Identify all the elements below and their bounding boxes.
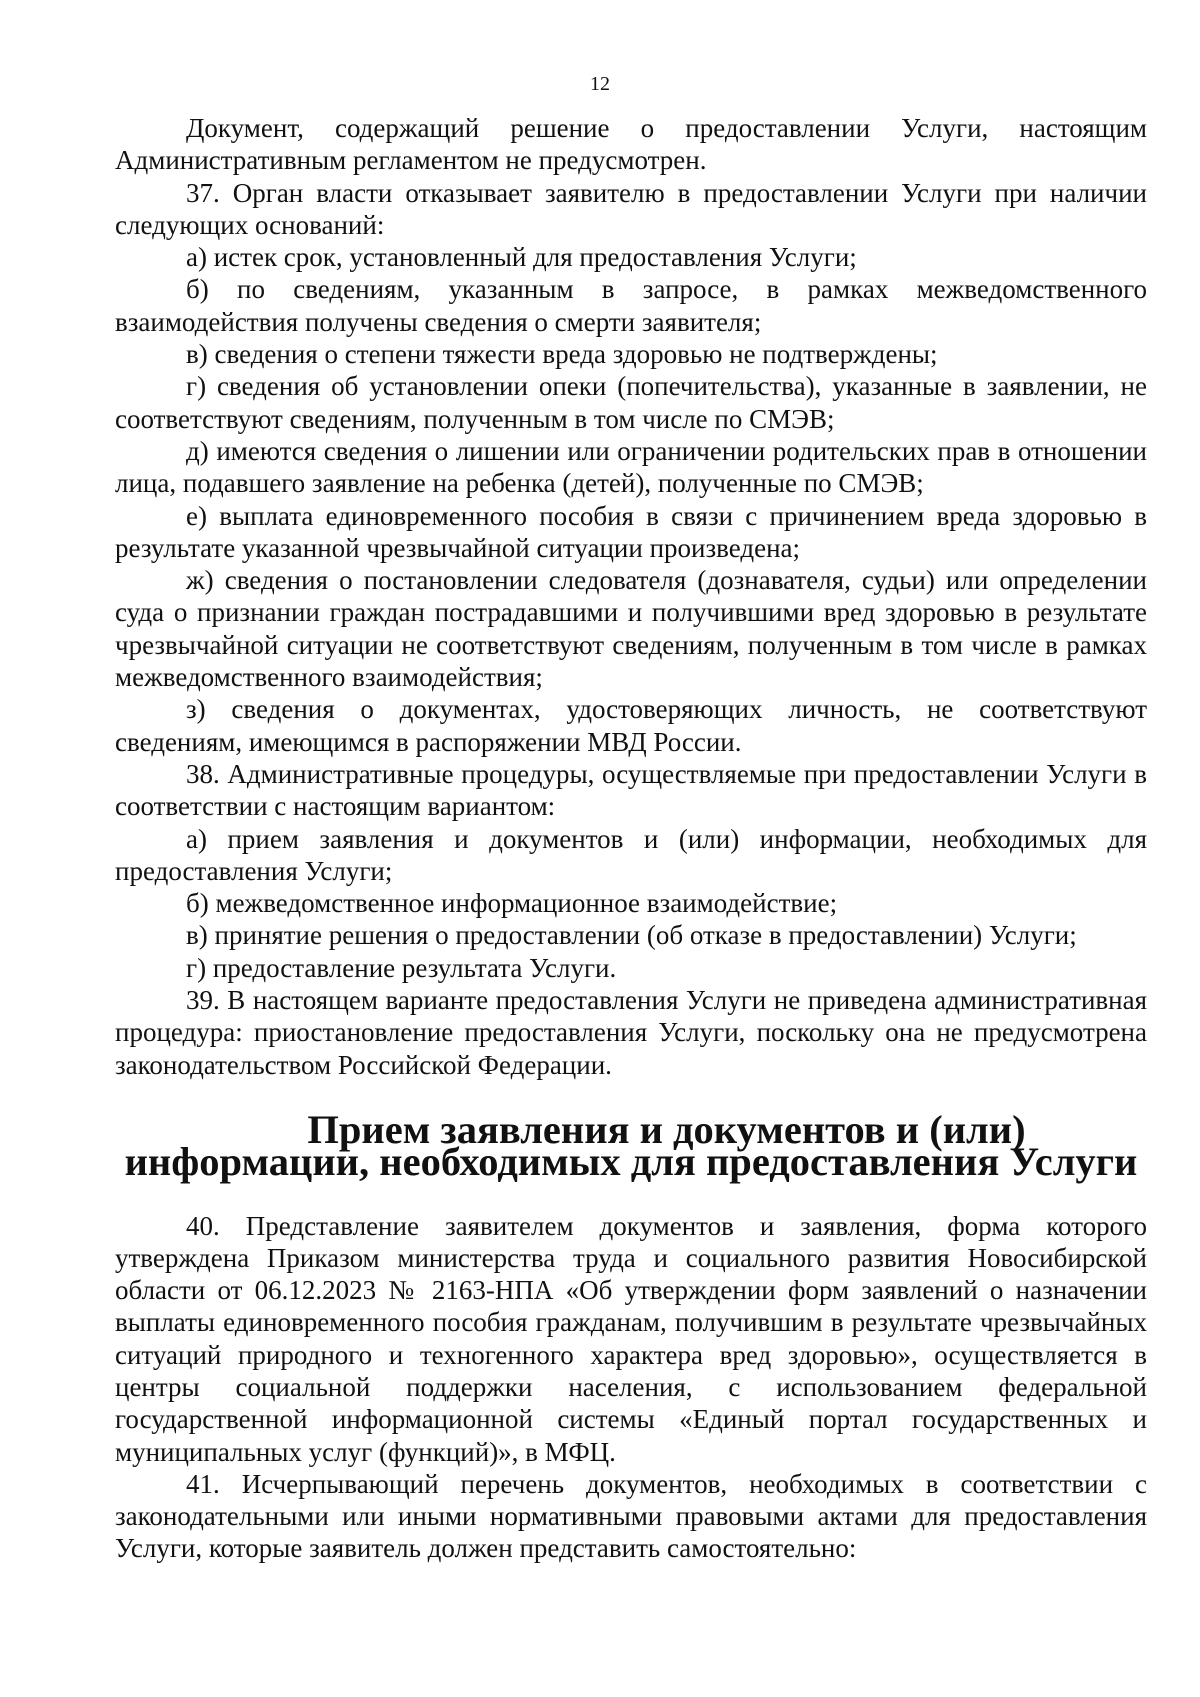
- list-item-38v: в) принятие решения о предоставлении (об отказе в предоставлении) Услуги;: [186, 920, 1077, 951]
- page-number: 12: [590, 73, 610, 95]
- paragraph-38-procedures: 38. Административные процедуры, осуществляемые при предоставлении Услуги в соответствии с настоящим вариантом:: [115, 758, 1147, 822]
- document-body: [115, 112, 1147, 1565]
- list-item-37e: е) выплата единовременного пособия в связи с причинением вреда здоровью в результате указанной чрезвычайной ситуации произведена;: [115, 500, 1147, 563]
- paragraph-decision-document: Документ, содержащий решение о предоставлении Услуги, настоящим Административным регламентом не предусмотрен.: [115, 113, 1147, 176]
- list-item-37v: в) сведения о степени тяжести вреда здоровью не подтверждены;: [186, 339, 938, 370]
- paragraph-41-document-list: 41. Исчерпывающий перечень документов, необходимых в соответствии с законодательными или иными нормативными правовыми актами для предоставления Услуги, которые заявитель должен представить самостоятельно:: [115, 1468, 1147, 1564]
- list-item-37d: д) имеются сведения о лишении или ограничении родительских прав в отношении лица, подавшего заявление на ребенка (детей), полученные по СМЭВ;: [115, 435, 1147, 499]
- list-item-37a: а) истек срок, установленный для предоставления Услуги;: [186, 242, 857, 273]
- list-item-38a: а) прием заявления и документов и (или) информации, необходимых для предоставления Услуги;: [115, 823, 1147, 886]
- paragraph-39-suspension: 39. В настоящем варианте предоставления Услуги не приведена административная процедура: приостановление предоставления Услуги, поскольку она не предусмотрена законодательством Российской Федерации.: [115, 985, 1147, 1080]
- list-item-37g: г) сведения об установлении опеки (попечительства), указанные в заявлении, не соответствуют сведениям, полученным в том числе по СМЭВ;: [115, 371, 1147, 434]
- list-item-37b: б) по сведениям, указанным в запросе, в рамках межведомственного взаимодействия получены сведения о смерти заявителя;: [115, 274, 1147, 337]
- list-item-38b: б) межведомственное информационное взаимодействие;: [186, 888, 838, 919]
- list-item-37zh: ж) сведения о постановлении следователя (дознавателя, судьи) или определении суда о признании граждан пострадавшими и получившими вред здоровью в результате чрезвычайной ситуации не соответствуют сведениям, полученным в том числе в рамках межведомственного взаимодействия;: [115, 565, 1147, 693]
- section-heading: Прием заявления и документов и (или) информации, необходимых для предоставления Услуги: [124, 1106, 1138, 1185]
- paragraph-40-submission: 40. Представление заявителем документов и заявления, форма которого утверждена Приказом министерства труда и социального развития Новосибирской области от 06.12.2023 № 2163-НПА «Об утверждении форм заявлений о назначении выплаты единовременного пособия гражданам, получившим в результате чрезвычайных ситуаций природного и техногенного характера вред здоровью», осуществляется в центры социальной поддержки населения, с использованием федеральной государственной информационной системы «Единый портал государственных и муниципальных услуг (функций)», в МФЦ.: [115, 1210, 1147, 1467]
- paragraph-37-refusal-grounds: 37. Орган власти отказывает заявителю в предоставлении Услуги при наличии следующих оснований:: [115, 177, 1147, 240]
- list-item-37z: з) сведения о документах, удостоверяющих личность, не соответствуют сведениям, имеющимся в распоряжении МВД России.: [115, 694, 1147, 757]
- list-item-38g: г) предоставление результата Услуги.: [186, 952, 617, 983]
